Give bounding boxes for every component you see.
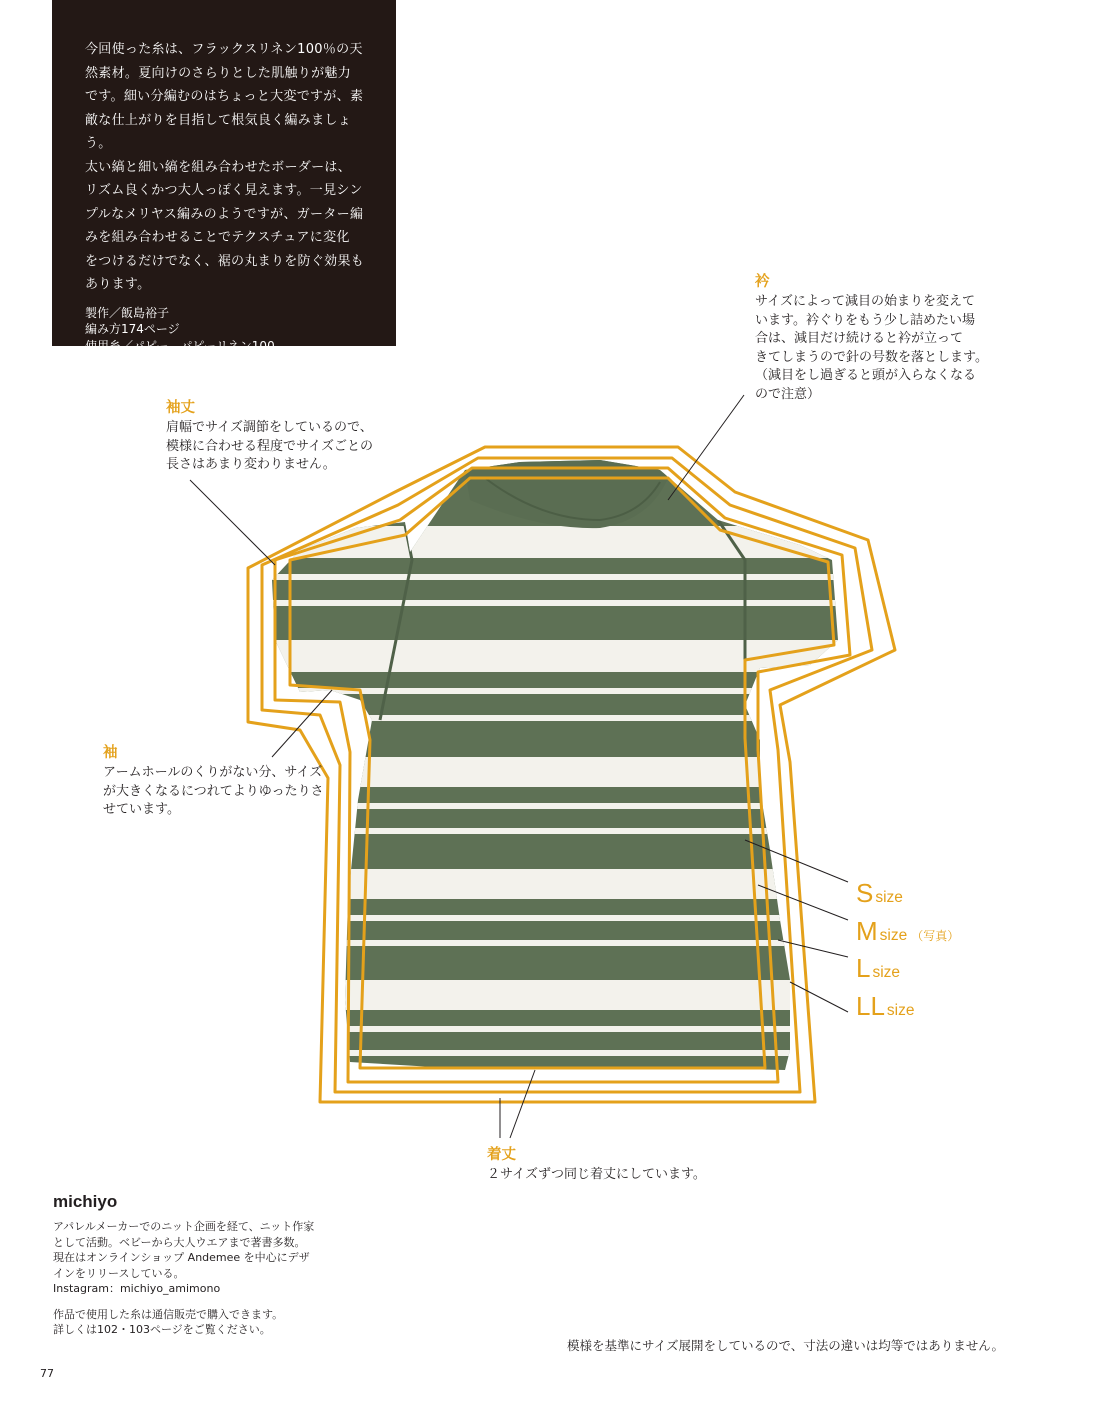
size-label-m: [856, 916, 959, 954]
note-collar-title: 衿: [755, 274, 770, 290]
intro-line: リズム良くかつ大人っぽく見えます。一見シン: [85, 183, 363, 198]
designer-name: michiyo: [53, 1192, 118, 1211]
instagram-handle: Instagram：michiyo_amimono: [53, 1282, 221, 1295]
size-label-l: [856, 953, 959, 991]
purchase-line: 作品で使用した糸は通信販売で購入できます。: [53, 1307, 284, 1321]
leader-length-b: [510, 1070, 535, 1138]
size-letter: S: [856, 878, 874, 908]
size-disclaimer: 模様を基準にサイズ展開をしているので、寸法の違いは均等ではありません。: [567, 1338, 1005, 1353]
intro-line: です。細い分編むのはちょっと大変ですが、素: [85, 89, 364, 104]
note-length-title: 着丈: [487, 1147, 516, 1163]
credit-yarn: 使用糸／パピー パピーリネン100: [85, 338, 275, 353]
note-line: きてしまうので針の号数を落とします。: [755, 349, 988, 365]
intro-line: みを組み合わせることでテクスチュアに変化: [85, 230, 350, 245]
note-collar: [755, 272, 1015, 404]
note-sleeve: [103, 743, 343, 820]
intro-line: 太い縞と細い縞を組み合わせたボーダーは、: [85, 159, 352, 175]
note-line: います。衿ぐりをもう少し詰めたい場: [755, 312, 975, 328]
purchase-note: [53, 1307, 353, 1338]
size-word: size: [872, 964, 901, 981]
note-sleeve-length-title: 袖丈: [166, 400, 195, 416]
size-labels: [856, 878, 959, 1028]
leader-size-ll: [790, 982, 848, 1012]
note-line: （減目をし過ぎると頭が入らなくなる: [755, 368, 977, 383]
note-line: アームホールのくりがない分、サイズ: [103, 765, 323, 780]
bio-line: アパレルメーカーでのニット企画を経て、ニット作家: [53, 1220, 315, 1233]
intro-line: 敵な仕上がりを目指して根気良く編みましょう。: [85, 112, 352, 151]
designer-profile: [53, 1191, 353, 1338]
note-line: ので注意）: [755, 386, 821, 402]
note-sleeve-title: 袖: [103, 745, 118, 761]
size-label-ll: [856, 991, 959, 1029]
size-word: size: [875, 889, 903, 906]
note-length: [487, 1145, 787, 1185]
bio-line: インをリリースしている。: [53, 1266, 185, 1280]
note-sleeve-length: [166, 398, 426, 475]
note-line: 長さはあまり変わりません。: [166, 457, 336, 472]
intro-line: をつけるだけでなく、裾の丸まりを防ぐ効果も: [85, 253, 365, 269]
intro-line: 然素材。夏向けのさらりとした肌触りが魅力: [85, 65, 352, 81]
intro-line: プルなメリヤス編みのようですが、ガーター編: [85, 206, 364, 222]
note-line: 模様に合わせる程度でサイズごとの: [166, 438, 373, 454]
designer-bio: [53, 1219, 353, 1297]
leader-size-l: [778, 940, 848, 957]
bio-line: として活動。ベビーから大人ウエアまで著書多数。: [53, 1235, 306, 1249]
note-line: が大きくなるにつれてよりゆったりさ: [103, 783, 324, 799]
note-line: せています。: [103, 802, 180, 817]
size-letter: M: [856, 915, 878, 946]
bio-line: 現在はオンラインショップ Andemee を中心にデザ: [53, 1251, 310, 1264]
intro-line: 今回使った糸は、フラックスリネン100％の天: [85, 42, 363, 57]
purchase-line: 詳しくは102・103ページをご覧ください。: [53, 1323, 271, 1336]
note-line: サイズによって減目の始まりを変えて: [755, 294, 975, 309]
size-word: size: [879, 926, 908, 944]
size-letter: L: [856, 953, 871, 983]
size-letter: LL: [856, 990, 885, 1021]
size-label-s: [856, 878, 959, 916]
page-number: 77: [40, 1367, 54, 1380]
note-line: 肩幅でサイズ調節をしているので、: [166, 420, 373, 435]
note-line: ２サイズずつ同じ着丈にしています。: [487, 1167, 706, 1182]
intro-line: あります。: [85, 277, 151, 292]
leader-sleeve-length: [190, 480, 275, 565]
credit-pattern-page: 編み方174ページ: [85, 322, 180, 336]
note-line: 合は、減目だけ続けると衿が立って: [755, 331, 964, 346]
size-word: size: [886, 1001, 915, 1019]
credit-maker: 製作／飯島裕子: [85, 305, 170, 320]
size-photo-note: （写真）: [911, 928, 960, 943]
